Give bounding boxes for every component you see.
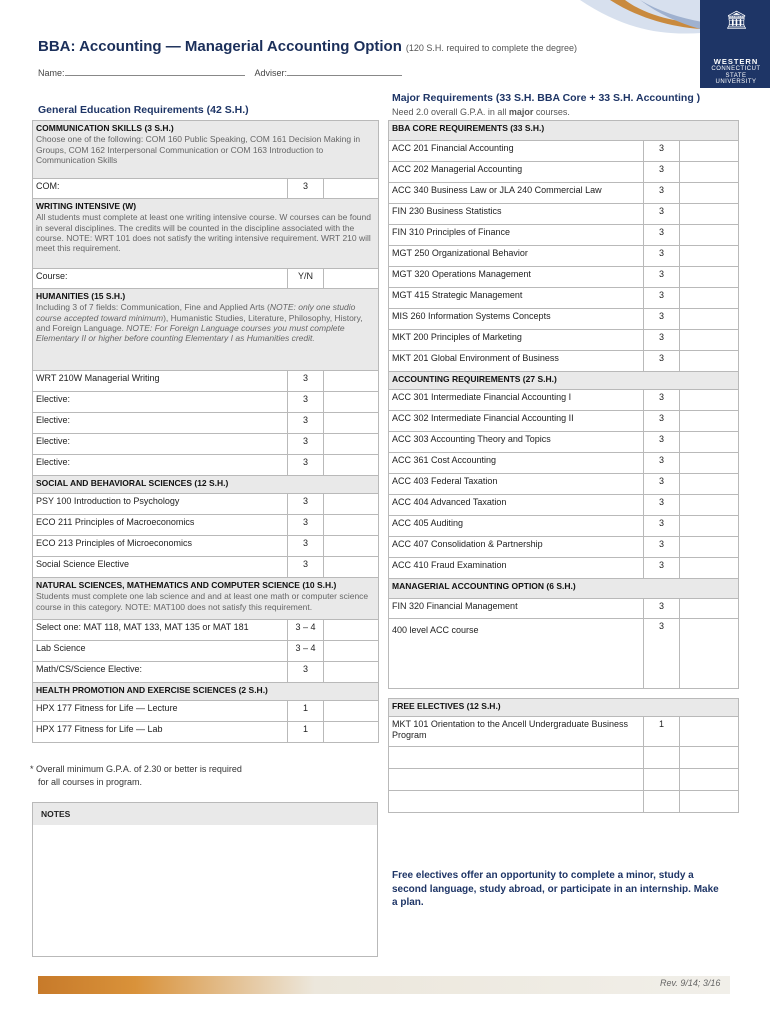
grade-cell[interactable]	[680, 516, 739, 537]
table-row	[389, 204, 739, 225]
sh-cell: 3	[288, 494, 324, 515]
sh-cell: 3 – 4	[288, 641, 324, 662]
course-cell: Elective:	[33, 392, 288, 413]
page-title: BBA: Accounting — Managerial Accounting Option (120 S.H. required to complete the degree)	[38, 38, 577, 55]
sh-cell: 3	[644, 432, 680, 453]
grade-cell[interactable]	[324, 371, 379, 392]
table-row	[389, 516, 739, 537]
sh-cell: 3	[288, 515, 324, 536]
course-cell: HPX 177 Fitness for Life — Lab	[33, 722, 288, 743]
name-field[interactable]	[65, 67, 245, 76]
sh-cell: 3 – 4	[288, 620, 324, 641]
grade-cell[interactable]	[680, 390, 739, 411]
writing-header-row	[33, 199, 379, 269]
health-header-row	[33, 683, 379, 701]
table-row	[389, 453, 739, 474]
table-row	[389, 246, 739, 267]
free-header-row	[389, 699, 739, 717]
course-cell: MKT 200 Principles of Marketing	[389, 330, 644, 351]
free-electives-text: Free electives offer an opportunity to complete a minor, study a second language, study abroad, or participate in an internship. Make a plan.	[392, 870, 719, 908]
communication-title: COMMUNICATION SKILLS (3 S.H.)	[36, 123, 174, 133]
major-gpa-note: Need 2.0 overall G.P.A. in all major courses.	[392, 107, 570, 117]
gen-ed-table	[32, 120, 379, 743]
grade-cell[interactable]	[680, 162, 739, 183]
table-row	[389, 225, 739, 246]
course-cell: Course:	[33, 269, 288, 289]
course-cell: ECO 213 Principles of Microeconomics	[33, 536, 288, 557]
table-row	[389, 309, 739, 330]
course-cell: MKT 201 Global Environment of Business	[389, 351, 644, 372]
course-cell: ACC 301 Intermediate Financial Accounting I	[389, 390, 644, 411]
table-row	[389, 351, 739, 372]
sh-cell: 3	[644, 619, 680, 689]
table-row	[389, 717, 739, 747]
table-row	[33, 179, 379, 199]
grade-cell[interactable]	[680, 432, 739, 453]
course-cell: PSY 100 Introduction to Psychology	[33, 494, 288, 515]
grade-cell[interactable]	[680, 204, 739, 225]
sh-cell: 1	[288, 722, 324, 743]
sh-cell: 3	[644, 537, 680, 558]
sh-cell: 3	[644, 162, 680, 183]
blank-elective-row	[389, 747, 739, 769]
managerial-title: MANAGERIAL ACCOUNTING OPTION (6 S.H.)	[392, 581, 576, 591]
course-cell: Elective:	[33, 434, 288, 455]
course-cell: MKT 101 Orientation to the Ancell Undergraduate Business Program	[389, 717, 644, 747]
sh-cell: 3	[644, 330, 680, 351]
table-row	[33, 392, 379, 413]
table-row	[389, 267, 739, 288]
grade-cell[interactable]	[680, 330, 739, 351]
acct-header-row	[389, 372, 739, 390]
course-cell: ACC 407 Consolidation & Partnership	[389, 537, 644, 558]
sh-cell: Y/N	[288, 269, 324, 289]
course-cell: MGT 250 Organizational Behavior	[389, 246, 644, 267]
humanities-header-row	[33, 289, 379, 371]
sh-cell: 3	[644, 267, 680, 288]
table-row	[389, 558, 739, 579]
university-logo	[520, 0, 770, 88]
adviser-field[interactable]	[287, 67, 402, 76]
grade-cell[interactable]	[324, 179, 379, 199]
course-cell: ACC 405 Auditing	[389, 516, 644, 537]
grade-cell[interactable]	[680, 141, 739, 162]
grade-cell[interactable]	[324, 269, 379, 289]
sh-cell: 3	[644, 411, 680, 432]
table-row	[33, 269, 379, 289]
gen-ed-heading: General Education Requirements (42 S.H.)	[38, 104, 249, 116]
table-row	[33, 701, 379, 722]
grade-cell[interactable]	[324, 701, 379, 722]
grade-cell[interactable]	[680, 288, 739, 309]
managerial-header-row	[389, 579, 739, 599]
course-cell: Select one: MAT 118, MAT 133, MAT 135 or MAT 181	[33, 620, 288, 641]
course-cell: Social Science Elective	[33, 557, 288, 578]
core-title: BBA CORE REQUIREMENTS (33 S.H.)	[392, 123, 545, 133]
name-label: Name:	[38, 68, 65, 78]
gpa-footnote: * Overall minimum G.P.A. of 2.30 or better is required for all courses in program.	[30, 764, 242, 788]
grade-cell[interactable]	[680, 599, 739, 619]
health-title: HEALTH PROMOTION AND EXERCISE SCIENCES (2 S.H.)	[36, 685, 268, 695]
core-header-row	[389, 121, 739, 141]
course-cell: 400 level ACC course	[389, 619, 644, 689]
course-cell: Lab Science	[33, 641, 288, 662]
course-cell: MIS 260 Information Systems Concepts	[389, 309, 644, 330]
course-cell: ACC 404 Advanced Taxation	[389, 495, 644, 516]
table-row	[33, 557, 379, 578]
sh-cell: 3	[288, 179, 324, 199]
grade-cell[interactable]	[680, 791, 739, 813]
grade-cell[interactable]	[324, 536, 379, 557]
grade-cell[interactable]	[324, 413, 379, 434]
course-cell[interactable]	[389, 769, 644, 791]
page-subtitle: (120 S.H. required to complete the degree)	[405, 43, 577, 53]
grade-cell[interactable]	[680, 183, 739, 204]
sh-cell: 3	[288, 557, 324, 578]
table-row	[389, 537, 739, 558]
sh-cell: 3	[644, 558, 680, 579]
writing-title: WRITING INTENSIVE (W)	[36, 201, 137, 211]
grade-cell[interactable]	[324, 392, 379, 413]
footer-bar	[38, 976, 730, 994]
major-table	[388, 120, 739, 813]
sh-cell: 3	[644, 309, 680, 330]
sh-cell: 3	[644, 495, 680, 516]
grade-cell[interactable]	[680, 246, 739, 267]
grade-cell[interactable]	[680, 717, 739, 747]
blank-elective-row	[389, 769, 739, 791]
table-row	[33, 455, 379, 476]
grade-cell[interactable]	[680, 495, 739, 516]
table-row	[389, 432, 739, 453]
course-cell: ACC 202 Managerial Accounting	[389, 162, 644, 183]
table-row	[33, 434, 379, 455]
sh-cell: 3	[644, 183, 680, 204]
notes-label: NOTES	[33, 803, 377, 825]
natural-desc: Students must complete one lab science and and at least one math or computer science course in this category. NOTE: MAT100 does not satisfy this requirement.	[36, 591, 369, 612]
sh-cell: 3	[644, 516, 680, 537]
course-cell: ACC 361 Cost Accounting	[389, 453, 644, 474]
grade-cell[interactable]	[680, 267, 739, 288]
grade-cell[interactable]	[324, 557, 379, 578]
revision-date: Rev. 9/14; 3/16	[660, 978, 721, 988]
course-cell: ACC 403 Federal Taxation	[389, 474, 644, 495]
sh-cell: 3	[288, 392, 324, 413]
sh-cell: 3	[644, 204, 680, 225]
spacer-row	[389, 689, 739, 699]
building-icon: 🏛	[725, 10, 748, 30]
grade-cell[interactable]	[324, 641, 379, 662]
table-row	[389, 330, 739, 351]
sh-cell: 3	[644, 599, 680, 619]
sh-cell: 3	[644, 453, 680, 474]
grade-cell[interactable]	[680, 453, 739, 474]
table-row	[33, 662, 379, 683]
sh-cell: 3	[288, 455, 324, 476]
sh-cell: 3	[644, 288, 680, 309]
course-cell: Elective:	[33, 413, 288, 434]
table-row	[389, 474, 739, 495]
table-row	[33, 620, 379, 641]
free-title: FREE ELECTIVES (12 S.H.)	[392, 701, 501, 711]
logo-wordmark: WESTERN CONNECTICUT STATE UNIVERSITY	[711, 57, 761, 86]
sh-cell: 3	[644, 390, 680, 411]
grade-cell[interactable]	[680, 558, 739, 579]
table-row	[389, 495, 739, 516]
social-header-row	[33, 476, 379, 494]
sh-cell: 3	[288, 413, 324, 434]
table-row	[389, 390, 739, 411]
name-adviser-line	[38, 67, 402, 78]
sh-cell: 3	[288, 536, 324, 557]
table-row	[33, 641, 379, 662]
grade-cell[interactable]	[680, 769, 739, 791]
table-row	[389, 619, 739, 689]
communication-desc: Choose one of the following: COM 160 Public Speaking, COM 161 Decision Making in Groups, COM 162 Interpersonal Communication or COM 163 Introduction to Communication Skills	[36, 134, 361, 166]
sh-cell: 3	[644, 141, 680, 162]
sh-cell: 3	[288, 434, 324, 455]
course-cell: ACC 340 Business Law or JLA 240 Commercial Law	[389, 183, 644, 204]
social-title: SOCIAL AND BEHAVIORAL SCIENCES (12 S.H.)	[36, 478, 229, 488]
grade-cell[interactable]	[680, 619, 739, 689]
sh-cell: 3	[644, 246, 680, 267]
grade-cell[interactable]	[680, 537, 739, 558]
table-row	[389, 162, 739, 183]
course-cell: ECO 211 Principles of Macroeconomics	[33, 515, 288, 536]
grade-cell[interactable]	[680, 351, 739, 372]
table-row	[33, 494, 379, 515]
course-cell: FIN 230 Business Statistics	[389, 204, 644, 225]
writing-desc: All students must complete at least one writing intensive course. W courses can be found in several disciplines. The credits will be counted in the discipline associated with the course. NOTE: WRT 101 does not satisfy the writing intensive requirement. WRT 210 will meet this requirement.	[36, 212, 371, 254]
natural-title: NATURAL SCIENCES, MATHEMATICS AND COMPUTER SCIENCE (10 S.H.)	[36, 580, 337, 590]
natural-header-row	[33, 578, 379, 620]
table-row	[33, 515, 379, 536]
grade-cell[interactable]	[680, 225, 739, 246]
table-row	[389, 288, 739, 309]
sh-cell: 3	[288, 662, 324, 683]
notes-box[interactable]	[32, 802, 378, 957]
course-cell[interactable]	[389, 791, 644, 813]
grade-cell[interactable]	[324, 662, 379, 683]
course-cell: ACC 303 Accounting Theory and Topics	[389, 432, 644, 453]
course-cell: HPX 177 Fitness for Life — Lecture	[33, 701, 288, 722]
course-cell: ACC 302 Intermediate Financial Accounting II	[389, 411, 644, 432]
humanities-title: HUMANITIES (15 S.H.)	[36, 291, 126, 301]
sh-cell: 1	[288, 701, 324, 722]
grade-cell[interactable]	[680, 411, 739, 432]
adviser-label: Adviser:	[254, 68, 288, 78]
sh-cell: 3	[288, 371, 324, 392]
sh-cell[interactable]	[644, 791, 680, 813]
course-cell[interactable]	[389, 747, 644, 769]
acct-title: ACCOUNTING REQUIREMENTS (27 S.H.)	[392, 374, 557, 384]
course-cell: ACC 201 Financial Accounting	[389, 141, 644, 162]
grade-cell[interactable]	[680, 474, 739, 495]
table-row	[33, 722, 379, 743]
table-row	[389, 141, 739, 162]
course-cell: Math/CS/Science Elective:	[33, 662, 288, 683]
sh-cell[interactable]	[644, 769, 680, 791]
table-row	[389, 411, 739, 432]
sh-cell: 3	[644, 225, 680, 246]
grade-cell[interactable]	[324, 494, 379, 515]
course-cell: MGT 320 Operations Management	[389, 267, 644, 288]
grade-cell[interactable]	[324, 722, 379, 743]
grade-cell[interactable]	[324, 515, 379, 536]
sh-cell[interactable]	[644, 747, 680, 769]
humanities-desc: Including 3 of 7 fields: Communication, Fine and Applied Arts (NOTE: only one studio course accepted toward minimum), Humanistic Studies, Literature, Philosophy, History, and Foreign Language. NOTE: For Foreign Language courses you must complete Elementary II or higher before counting Elementary I as Humanities credit.	[36, 302, 363, 344]
grade-cell[interactable]	[680, 747, 739, 769]
blank-elective-row	[389, 791, 739, 813]
course-cell: COM:	[33, 179, 288, 199]
sh-cell: 1	[644, 717, 680, 747]
table-row	[33, 536, 379, 557]
grade-cell[interactable]	[324, 434, 379, 455]
grade-cell[interactable]	[324, 620, 379, 641]
table-row	[33, 413, 379, 434]
course-cell: WRT 210W Managerial Writing	[33, 371, 288, 392]
course-cell: FIN 310 Principles of Finance	[389, 225, 644, 246]
course-cell: MGT 415 Strategic Management	[389, 288, 644, 309]
course-cell: FIN 320 Financial Management	[389, 599, 644, 619]
course-cell: Elective:	[33, 455, 288, 476]
table-row	[33, 371, 379, 392]
sh-cell: 3	[644, 351, 680, 372]
communication-header-row	[33, 121, 379, 179]
course-cell: ACC 410 Fraud Examination	[389, 558, 644, 579]
major-heading: Major Requirements (33 S.H. BBA Core + 33 S.H. Accounting )	[392, 92, 701, 104]
grade-cell[interactable]	[324, 455, 379, 476]
grade-cell[interactable]	[680, 309, 739, 330]
sh-cell: 3	[644, 474, 680, 495]
table-row	[389, 183, 739, 204]
table-row	[389, 599, 739, 619]
